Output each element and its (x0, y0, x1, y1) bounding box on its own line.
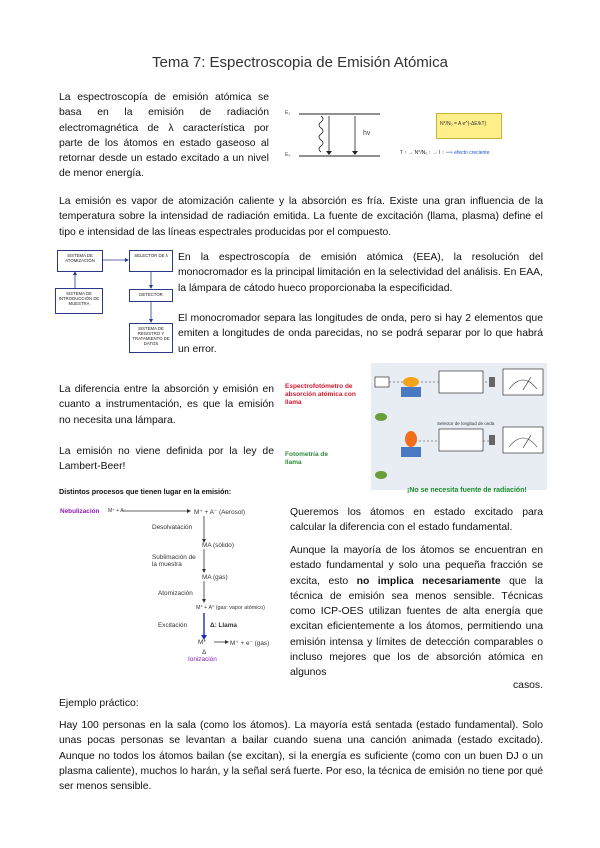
step-sublimacion: Sublimación de la muestra (152, 554, 196, 568)
processes-heading: Distintos procesos que tienen lugar en la emisión: (59, 487, 232, 496)
no-radiation-source-note: ¡No se necesita fuente de radiación! (407, 487, 527, 494)
boltzmann-equation-box (436, 113, 502, 139)
state-atoms: M° + A° (gas: vapor atómico) (196, 605, 265, 611)
paragraph-excited-state: Queremos los átomos en estado excitado para calcular la diferencia con el estado fundamental. (290, 507, 543, 534)
instrument-comparison-figure (285, 363, 547, 501)
state-solid: MA (sólido) (202, 542, 234, 549)
energy-level-diagram (285, 108, 385, 164)
paragraph-monochromator-error: El monocromador separa las longitudes de onda, pero si hay 2 elementos que emiten a longitudes de onda parecidas, no se podrá separar por lo que habrá un error. (178, 313, 543, 355)
boltzmann-equation: N*/N₀ = A e^(-ΔE/kT) (440, 121, 487, 127)
ionization-delta: Δ (202, 649, 207, 656)
flame-photometry-label: Fotometría de llama (285, 451, 328, 466)
selector-label: Selector de longitud de onda (437, 421, 495, 426)
block-wavelength-selector: SELECTOR DE λ (129, 250, 173, 272)
aas-label: Espectrofotómetro de absorción atómica con llama (285, 383, 356, 406)
paragraph-monochromator-resolution: En la espectroscopía de emisión atómica (EEA), la resolución del monocromador es la principal limitación en la selectividad del análisis. En EAA, la lámpara de cátodo hueco proporcionaba la especificidad. (178, 252, 543, 294)
sensitivity-text-a: Aunque la mayoría de los átomos se encuentran en estado fundamental y solo una pequeña fracción se excita, esto (290, 545, 543, 587)
sensitivity-text-b: que la técnica de emisión sea menos sensible. Técnicas como ICP-OES utilizan fuentes de alta energía que excitan eficientemente a los átomos, permitiendo una emisión intensa y límites de detección comparables o incluso mejores que los de absorción atómica en algunos (290, 575, 543, 679)
step-atomizacion: Atomización (158, 590, 193, 597)
block-sample-introduction: SISTEMA DE INTRODUCCIÓN DE MUESTRA (55, 288, 103, 314)
relation-line (400, 150, 560, 156)
sensitivity-emphasis: no implica necesariamente (356, 575, 501, 587)
block-data-system: SISTEMA DE REGISTRO Y TRATAMIENTO DE DATOS (129, 323, 173, 353)
page-title: Tema 7: Espectroscopia de Emisión Atómica (152, 54, 448, 71)
intro-paragraph: La espectroscopía de emisión atómica se basa en la emisión de radiación electromagnética de λ característica por parte de los átomos en estado gaseoso al retornar desde un estado excitado a un nivel de menor energía. (59, 92, 269, 180)
sensitivity-ending: casos. (512, 680, 543, 691)
example-paragraph: Hay 100 personas en la sala (como los átomos). La mayoría está sentada (estado fundamental). Solo unas pocas personas se levantan a bailar cuando suena una canción animada (estado excitado). Aunque no todos los átomos bailan (se excitan), si la energía es suficiente (como con un buen DJ o un plasma caliente), muchos lo harán, y la señal será fuerte. Por eso, la técnica de emisión no tiene por qué ser menos sensible. (59, 720, 543, 793)
block-atomization: SISTEMA DE ATOMIZACIÓN (57, 250, 103, 272)
instrument-block-diagram (55, 248, 175, 358)
hv-label: hv (363, 130, 371, 137)
instrument-schematic (371, 363, 547, 490)
state-excited: M* (198, 639, 206, 646)
paragraph-sensitivity (290, 543, 543, 681)
flame-note: Δ: Llama (210, 622, 237, 629)
step-nebulizacion: Nebulización (60, 508, 100, 515)
relation-arrow-icon: ⟹ (445, 150, 453, 156)
paragraph-no-lamp: La diferencia entre la absorción y emisión en cuanto a instrumentación, es que la emisión no necesita una lámpara. (59, 384, 274, 426)
state-solution-visible: M⁺ + A⁻ (108, 508, 127, 514)
relation-text: T ↑ → N*/N₀ ↑ → I ↑ (400, 150, 445, 156)
step-desolvatacion: Desolvatación (152, 524, 193, 531)
paragraph-emission-vs-absorption: La emisión es vapor de atomización caliente y la absorción es fría. Existe una gran influencia de la temperatura sobre la intensidad de radiación emitida. La fuente de excitación (llama, plasma) define el tipo e intensidad de las líneas espectrales producidas por el compuesto. (59, 196, 543, 238)
block-detector: DETECTOR (129, 289, 173, 302)
state-gas: MA (gas) (202, 574, 228, 581)
paragraph-lambert-beer: La emisión no viene definida por la ley de Lambert-Beer! (59, 446, 274, 473)
e1-label: E₁ (285, 110, 291, 116)
relation-note: efecto creciente (454, 150, 490, 156)
step-excitacion: Excitación (158, 622, 188, 629)
step-ionizacion: Ionización (188, 656, 217, 663)
emission-processes-diagram (60, 502, 280, 672)
state-ion: M⁺ + e⁻ (gas) (230, 640, 270, 647)
e0-label: E₀ (285, 152, 291, 158)
example-heading: Ejemplo práctico: (59, 698, 139, 709)
state-aerosol: M⁺ + A⁻ (Aerosol) (194, 509, 245, 516)
